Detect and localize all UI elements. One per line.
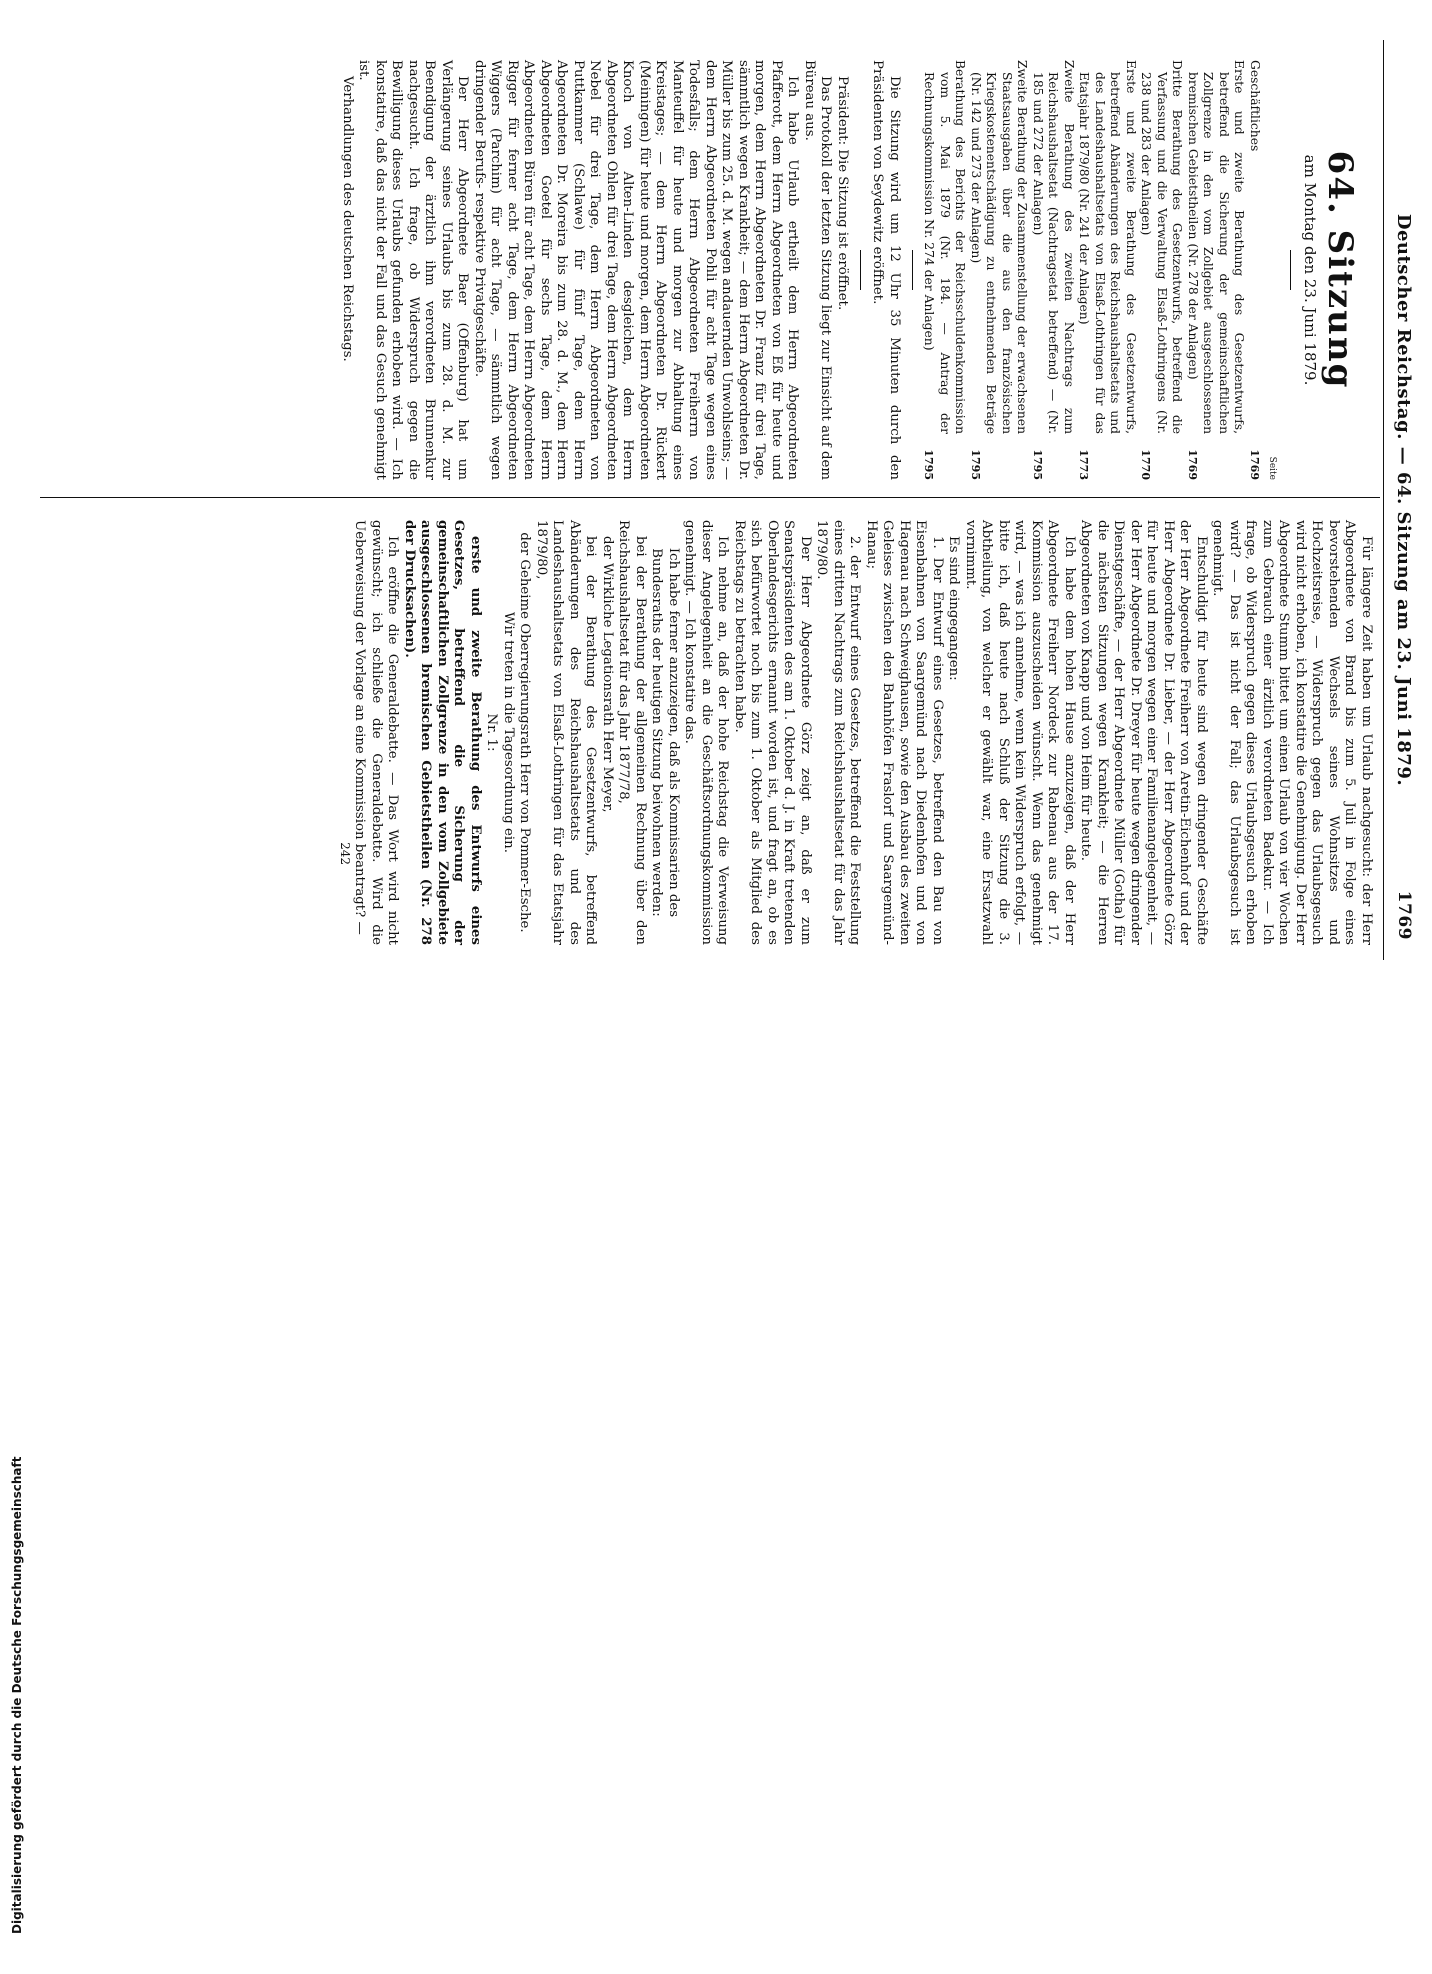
agenda-item bbox=[1076, 60, 1138, 480]
agenda-item-text: Erste und zweite Berathung des Gesetzentwurfs, betreffend die Sicherung der gemeinschaftlichen Zollgrenze in den vom Zollgebiet ausgeschlossenen bremischen Gebietstheilen (Nr. 278 der Anlagen) bbox=[1186, 60, 1247, 434]
page-column-label: Seite bbox=[1267, 456, 1278, 480]
agenda-list bbox=[921, 60, 1262, 480]
right-column bbox=[338, 520, 1374, 945]
paragraph: Ich eröffne die Generaldebatte. — Das Wort wird nicht gewünscht; ich schließe die Generaldebatte. Wird die Ueberweisung der Vorlage an eine Kommission beantragt? — bbox=[352, 520, 401, 945]
paragraph: Nr. 1: bbox=[484, 713, 500, 752]
agenda-item-page: 1795 bbox=[922, 449, 936, 480]
agenda-item-text: Erste und zweite Berathung des Gesetzentwurfs, betreffend Abänderungen des Reichshaushaltsetats und des Landeshaushaltsetats von Elsaß-Lothringen für das Etatsjahr 1879/80 (Nr. 241 der Anlagen) bbox=[1077, 60, 1138, 434]
right-body bbox=[945, 520, 1374, 945]
divider bbox=[860, 250, 861, 290]
agenda-item-page: 1795 bbox=[969, 449, 982, 480]
received-item: 2. der Entwurf eines Gesetzes, betreffend die Feststellung eines dritten Nachtrags zum Reichshaushaltsetat für das Jahr 1879/80. bbox=[814, 520, 863, 945]
running-header bbox=[1388, 60, 1414, 940]
received-items-list bbox=[813, 520, 945, 945]
paragraph: erste und zweite Berathung des Entwurfs eines Gesetzes, betreffend die Sicherung der gemeinschaftlichen Zollgrenze in den vom Zollgebiete ausgeschlossenen bremischen Gebietstheilen (Nr. 278 der Drucksachen). bbox=[402, 520, 483, 945]
session-title: 64. Sitzung bbox=[1320, 150, 1360, 390]
divider bbox=[1291, 250, 1292, 290]
running-title: Deutscher Reichstag. — 64. Sitzung am 23. Juni 1879. bbox=[1393, 213, 1414, 787]
header-rule bbox=[1383, 40, 1384, 960]
page-number: 1769 bbox=[1394, 890, 1414, 940]
agenda-item-page: 1769 bbox=[1186, 449, 1199, 480]
paragraph: der Geheime Oberregierungsrath Herr von Pommer-Esche. bbox=[517, 532, 533, 933]
paragraph: bei der Berathung der allgemeinen Rechnung über den Reichshaushaltsetat für das Jahr 1877/78, bbox=[616, 520, 648, 945]
agenda-item bbox=[1247, 60, 1263, 480]
agenda-item bbox=[1185, 60, 1247, 480]
paragraph: Ich habe Urlaub ertheilt dem Herrn Abgeordneten Pfafferott, dem Herrn Abgeordneten von Eß für heute und morgen, dem Herrn Abgeordneten Dr. Franz für drei Tage, sämmtlich wegen Krankheit; — dem Herrn Abgeordneten Dr. Müller bis zum 25. d. M. wegen andauernden Unwohlseins; — dem Herrn Abgeordneten Pohli für acht Tage wegen eines Todesfalls; dem Herrn Abgeordneten Freiherrn von Manteuffel für heute und morgen zur Abhaltung eines Kreistages; — dem Herrn Abgeordneten Dr. Rückert (Meiningen) für heute und morgen, dem Herrn Abgeordneten Knoch von Alten-Linden desgleichen, dem Herrn Abgeordneten Ohlen für drei Tage, dem Herrn Abgeordneten Nebel für drei Tage, dem Herrn Abgeordneten von Puttkammer (Schlawe) für fünf Tage, dem Herrn Abgeordneten Dr. Moreira bis zum 28. d. M., dem Herrn Abgeordneten Goetel für sechs Tage, dem Herrn Abgeordneten Büren für acht Tage, dem Herrn Abgeordneten Rigger für ferner acht Tage, dem Herrn Abgeordneten Wiggers (Parchim) für acht Tage, — sämmtlich wegen dringender Berufs- respektive Privatgeschäfte. bbox=[472, 60, 801, 480]
agenda-item bbox=[921, 60, 968, 480]
paragraph: Wir treten in die Tagesordnung ein. bbox=[501, 612, 516, 853]
paragraph: Der Herr Abgeordnete Baer (Offenburg) hat um Verlängerung seines Urlaubs bis zum 28. d. M. zur Beendigung der ärztlich ihm verordneten Brunnenkur nachgesucht. Ich frage, ob Widerspruch gegen die Bewilligung dieses Urlaubs gefunden erhoben wird. — Ich konstatire, daß das nicht der Fall und das Gesuch genehmigt ist. bbox=[356, 60, 471, 480]
received-item: 1. Der Entwurf eines Gesetzes, betreffend den Bau von Eisenbahnen von Saargemünd nach Diedenhofen und von Hagenau nach Schweighausen, sowie den Ausbau des zweiten Geleises zwischen den Bahnhöfen Fraslorf und Saargemünd-Hanau; bbox=[864, 520, 945, 945]
agenda-item bbox=[1138, 60, 1185, 480]
paragraph: Ich habe ferner anzuzeigen, daß als Kommissarien des Bundesraths der heutigen Sitzung beiwohnen werden: bbox=[649, 547, 681, 918]
sheet-signature: 242 bbox=[338, 842, 353, 865]
session-date: am Montag den 23. Juni 1879. bbox=[1301, 154, 1319, 386]
agenda-item-page: 1773 bbox=[1077, 449, 1091, 480]
right-body-continued bbox=[351, 520, 813, 945]
agenda-item-text: Zweite Berathung des zweiten Nachtrags zum Reichshaushaltsetat (Nachtragsetat betreffend) — (Nr. 185 und 272 der Anlagen) bbox=[1031, 60, 1076, 434]
agenda-item-page: 1770 bbox=[1139, 449, 1153, 480]
paragraph: der Wirkliche Legationsrath Herr Meyer, bbox=[600, 536, 615, 813]
paragraph: Präsident: Die Sitzung ist eröffnet. bbox=[835, 76, 850, 311]
paragraph: Für längere Zeit haben um Urlaub nachgesucht: der Herr Abgeordnete von Brand bis zum 5. Juli in Folge eines bevorstehenden Wechsels seines Wohnsitzes und Hochzeitsreise, — Widerspruch gegen das Urlaubsgesuch wird nicht erhoben, ich konstatire die Genehmigung. Der Herr Abgeordnete Stumm bittet um einen Urlaub von vier Wochen zum Gebrauch einer ärztlich verordneten Badekur. — Ich frage, ob Widerspruch gegen dieses Urlaubsgesuch erhoben wird? — Das ist nicht der Fall; das Urlaubsgesuch ist genehmigt. bbox=[1210, 520, 1374, 945]
paragraph: Der Herr Abgeordnete Görz zeigt an, daß er zum Senatspräsidenten des am 1. Oktober d. J. in Kraft tretenden Oberlandesgerichts ernannt worden ist, und fragt an, ob es sich befürwortet noch bis zum 1. Oktober als Mitglied des Reichstags zu betrachten habe. bbox=[732, 520, 813, 945]
opening-statement: Die Sitzung wird um 12 Uhr 35 Minuten durch den Präsidenten von Seydewitz eröffnet. bbox=[870, 60, 902, 480]
digitization-credit: Digitalisierung gefördert durch die Deutsche Forschungsgemeinschaft bbox=[10, 1456, 24, 1934]
left-column bbox=[339, 60, 1375, 480]
paragraph: Verhandlungen des deutschen Reichstags. bbox=[340, 76, 355, 362]
agenda-item bbox=[968, 60, 1030, 480]
column-rule bbox=[40, 497, 1380, 498]
paragraph: Das Protokoll der letzten Sitzung liegt zur Einsicht auf dem Büreau aus. bbox=[802, 60, 834, 480]
divider bbox=[912, 250, 913, 290]
agenda-item-page: 1769 bbox=[1248, 449, 1261, 480]
paragraph: Ich habe dem hohen Hause anzuzeigen, daß der Herr Abgeordnete Freiherr Nordeck zur Rabenau aus der 17. Kommission auszuscheiden wünscht. Wenn das genehmigt wird, — was ich annehme, wenn kein Widerspruch erfolgt, — bitte ich, daß heute nach Schluß der Sitzung die 3. Abtheilung, von welcher er gewählt war, eine Ersatzwahl vornimmt. bbox=[963, 520, 1077, 945]
paragraph: Entschuldigt für heute sind wegen dringender Geschäfte der Herr Abgeordnete Freiherr von Aretin-Eichenhof und der Herr Abgeordnete Dr. Lieber, — der Herr Abgeordnete Görz für heute und morgen wegen einer Familienangelegenheit, — der Herr Abgeordnete Dr. Dreyer für heute wegen dringender Dienstgeschäfte, — der Herr Abgeordnete Müller (Gotha) für die nächsten Sitzungen wegen Krankheit; — die Herren Abgeordneten von Knapp und von Heim für heute. bbox=[1078, 520, 1209, 945]
left-body bbox=[339, 60, 851, 480]
agenda-item bbox=[1030, 60, 1077, 480]
agenda-item-text: Berathung des Berichts der Reichsschuldenkommission vom 5. Mai 1879 (Nr. 184. — Antrag der Rechnungskommission Nr. 274 der Anlagen) bbox=[922, 60, 968, 434]
agenda-item-text: Zweite Berathung der Zusammenstellung der erwachsenen Staatsausgaben über die aus den französischen Kriegskostenentschädigung zu entnehmenden Beträge (Nr. 142 und 273 der Anlagen) bbox=[969, 60, 1030, 434]
paragraph: bei der Berathung des Gesetzentwurfs, betreffend Abänderungen des Reichshaushaltsetats und des Landeshaushaltsetats von Elsaß-Lothringen für das Etatsjahr 1879/80, bbox=[534, 520, 599, 945]
agenda-item-text: Geschäftliches bbox=[1248, 60, 1262, 152]
agenda-item-page: 1795 bbox=[1031, 449, 1044, 480]
paragraph: Es sind eingegangen: bbox=[946, 536, 962, 681]
paragraph: Ich nehme an, daß der hohe Reichstag die Verweisung dieser Angelegenheit an die Geschäftsordnungskommission genehmigt. — Ich konstatire das. bbox=[682, 520, 731, 945]
agenda-item-text: Dritte Berathung des Gesetzentwurfs, betreffend die Verfassung und die Verwaltung Elsaß-Lothringens (Nr. 238 und 283 der Anlagen) bbox=[1139, 60, 1185, 434]
